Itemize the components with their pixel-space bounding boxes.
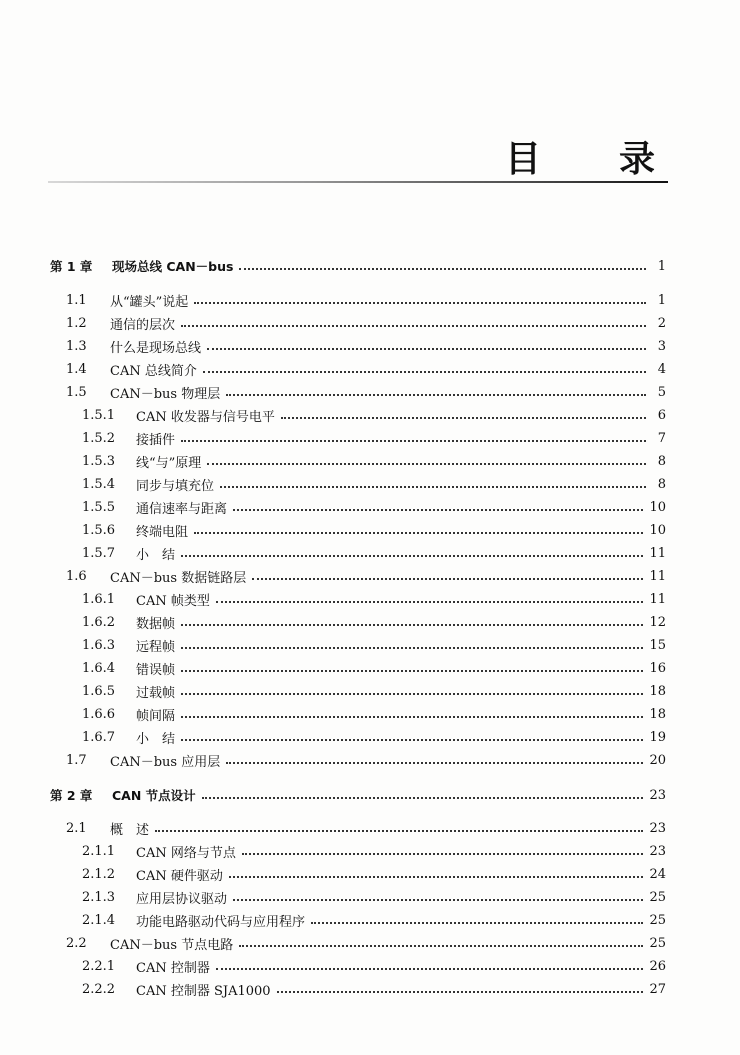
dot-leader (155, 829, 643, 832)
entry-page: 12 (649, 614, 666, 630)
entry-number: 2.1 (66, 820, 87, 836)
title-char-1: 目 (505, 138, 542, 180)
toc-entry-1-5-5[interactable] (82, 496, 666, 518)
toc-entry-1-6-5[interactable] (82, 680, 666, 702)
entry-title: 同步与填充位 (136, 478, 215, 494)
entry-number: 1.5 (66, 384, 87, 400)
entry-number: 1.5.5 (82, 499, 116, 515)
dot-leader (277, 990, 644, 993)
entry-page: 16 (649, 660, 666, 676)
dot-leader (252, 577, 643, 580)
toc-entry-1-5-6[interactable] (82, 519, 666, 541)
entry-number: 2.2.1 (82, 958, 116, 974)
entry-number: 1.5.7 (82, 545, 116, 561)
toc-entry-2-1-2[interactable] (82, 863, 666, 885)
entry-title: 数据帧 (136, 616, 176, 632)
toc-entry-1-5-1[interactable] (82, 404, 666, 426)
entry-number: 1.2 (66, 315, 87, 331)
entry-title: 应用层协议驱动 (136, 891, 228, 907)
entry-title: 功能电路驱动代码与应用程序 (136, 914, 306, 930)
entry-number: 1.4 (66, 361, 87, 377)
entry-page: 11 (649, 545, 666, 561)
dot-leader (202, 796, 644, 799)
entry-title: 错误帧 (136, 662, 176, 678)
toc-entry-2-2-2[interactable] (82, 978, 666, 1000)
toc-entry-1-3[interactable] (66, 335, 666, 357)
entry-number: 第 2 章 (50, 788, 93, 803)
entry-number: 1.3 (66, 338, 87, 354)
entry-page: 23 (649, 820, 666, 836)
entry-page: 23 (649, 843, 666, 859)
entry-number: 1.6.2 (82, 614, 116, 630)
entry-page: 10 (649, 499, 666, 515)
entry-title: 远程帧 (136, 639, 176, 655)
entry-number: 2.1.1 (82, 843, 116, 859)
entry-number: 1.6.6 (82, 706, 116, 722)
entry-number: 2.1.2 (82, 866, 116, 882)
toc-entry-chapter-1[interactable] (50, 255, 666, 277)
entry-page: 8 (657, 476, 666, 492)
dot-leader (216, 600, 644, 603)
entry-title: 过载帧 (136, 685, 176, 701)
entry-number: 1.6.3 (82, 637, 116, 653)
dot-leader (226, 393, 646, 396)
toc-entry-1-2[interactable] (66, 312, 666, 334)
dot-leader (216, 967, 644, 970)
dot-leader (311, 921, 643, 924)
entry-page: 27 (649, 981, 666, 997)
entry-title: CAN－bus 节点电路 (110, 937, 234, 953)
entry-page: 1 (657, 292, 666, 308)
toc-entry-1-6-3[interactable] (82, 634, 666, 656)
entry-number: 1.6.7 (82, 729, 116, 745)
entry-title: 线“与”原理 (136, 455, 202, 471)
toc-entry-1-6[interactable] (66, 565, 666, 587)
toc-entry-2-1-4[interactable] (82, 909, 666, 931)
entry-number: 1.6.4 (82, 660, 116, 676)
toc-entry-2-2-1[interactable] (82, 955, 666, 977)
entry-title: 通信的层次 (110, 317, 176, 333)
toc-entry-1-5-2[interactable] (82, 427, 666, 449)
entry-title: CAN 收发器与信号电平 (136, 409, 275, 425)
toc-entry-1-6-7[interactable] (82, 726, 666, 748)
title-rule (48, 181, 668, 183)
entry-page: 11 (649, 568, 666, 584)
entry-number: 1.6.1 (82, 591, 116, 607)
entry-title: 通信速率与距离 (136, 501, 228, 517)
entry-page: 3 (657, 338, 666, 354)
entry-page: 25 (649, 935, 666, 951)
toc-entry-1-5-3[interactable] (82, 450, 666, 472)
entry-page: 1 (657, 258, 666, 274)
dot-leader (181, 692, 643, 695)
entry-number: 1.5.6 (82, 522, 116, 538)
toc-entry-1-6-4[interactable] (82, 657, 666, 679)
entry-page: 8 (657, 453, 666, 469)
entry-number: 1.5.2 (82, 430, 116, 446)
toc-title (505, 134, 655, 178)
title-char-2: 录 (618, 138, 655, 180)
entry-title: CAN 节点设计 (112, 788, 196, 803)
dot-leader (181, 646, 643, 649)
entry-title: CAN－bus 应用层 (110, 754, 221, 770)
dot-leader (181, 623, 643, 626)
entry-title: CAN－bus 数据链路层 (110, 570, 247, 586)
entry-title: CAN 总线简介 (110, 363, 197, 379)
entry-number: 1.6.5 (82, 683, 116, 699)
entry-title: 接插件 (136, 432, 176, 448)
entry-title: 终端电阻 (136, 524, 189, 540)
entry-title: 什么是现场总线 (110, 340, 202, 356)
entry-page: 15 (649, 637, 666, 653)
entry-title: 帧间隔 (136, 708, 176, 724)
entry-title: CAN－bus 物理层 (110, 386, 221, 402)
entry-page: 25 (649, 912, 666, 928)
entry-title: CAN 控制器 (136, 960, 210, 976)
entry-page: 19 (649, 729, 666, 745)
entry-number: 1.7 (66, 752, 87, 768)
dot-leader (181, 554, 643, 557)
entry-title: CAN 帧类型 (136, 593, 210, 609)
entry-page: 20 (649, 752, 666, 768)
toc-entry-1-6-6[interactable] (82, 703, 666, 725)
entry-title: CAN 网络与节点 (136, 845, 236, 861)
entry-title: CAN 控制器 SJA1000 (136, 983, 271, 999)
dot-leader (229, 875, 644, 878)
dot-leader (239, 944, 643, 947)
entry-number: 1.5.4 (82, 476, 116, 492)
entry-page: 18 (649, 706, 666, 722)
toc-entry-1-6-1[interactable] (82, 588, 666, 610)
entry-page: 24 (649, 866, 666, 882)
toc-entry-2-1-3[interactable] (82, 886, 666, 908)
entry-page: 7 (657, 430, 666, 446)
entry-page: 11 (649, 591, 666, 607)
toc-entry-1-1[interactable] (66, 289, 666, 311)
dot-leader (181, 738, 643, 741)
entry-number: 1.5.1 (82, 407, 116, 423)
toc-entry-chapter-2[interactable] (50, 784, 666, 806)
dot-leader (226, 761, 643, 764)
entry-number: 1.1 (66, 292, 87, 308)
entry-page: 5 (657, 384, 666, 400)
entry-title: 小 结 (136, 731, 176, 747)
toc-entry-1-7[interactable] (66, 749, 666, 771)
entry-page: 4 (657, 361, 666, 377)
entry-page: 23 (649, 787, 666, 803)
dot-leader (239, 267, 646, 270)
toc-entry-1-5[interactable] (66, 381, 666, 403)
dot-leader (207, 462, 646, 465)
toc-entry-2-1-1[interactable] (82, 840, 666, 862)
dot-leader (203, 370, 646, 373)
entry-title: 现场总线 CAN－bus (112, 259, 234, 274)
dot-leader (233, 508, 643, 511)
entry-number: 2.2.2 (82, 981, 116, 997)
entry-title: 从“罐头”说起 (110, 294, 189, 310)
dot-leader (181, 669, 643, 672)
entry-title: CAN 硬件驱动 (136, 868, 223, 884)
toc-entry-1-5-4[interactable] (82, 473, 666, 495)
dot-leader (194, 531, 643, 534)
dot-leader (181, 715, 643, 718)
dot-leader (207, 347, 646, 350)
toc-entry-1-5-7[interactable] (82, 542, 666, 564)
entry-number: 1.6 (66, 568, 87, 584)
entry-number: 2.2 (66, 935, 87, 951)
dot-leader (233, 898, 643, 901)
entry-number: 2.1.3 (82, 889, 116, 905)
dot-leader (181, 439, 646, 442)
toc-entry-2-2[interactable] (66, 932, 666, 954)
entry-title: 概 述 (110, 822, 150, 838)
entry-number: 1.5.3 (82, 453, 116, 469)
toc-entry-1-4[interactable] (66, 358, 666, 380)
dot-leader (220, 485, 646, 488)
toc-entry-1-6-2[interactable] (82, 611, 666, 633)
entry-page: 10 (649, 522, 666, 538)
dot-leader (194, 301, 646, 304)
dot-leader (281, 416, 646, 419)
entry-page: 26 (649, 958, 666, 974)
entry-page: 18 (649, 683, 666, 699)
entry-page: 6 (657, 407, 666, 423)
entry-number: 2.1.4 (82, 912, 116, 928)
entry-number: 第 1 章 (50, 259, 93, 274)
entry-page: 25 (649, 889, 666, 905)
dot-leader (181, 324, 646, 327)
toc-entry-2-1[interactable] (66, 817, 666, 839)
entry-title: 小 结 (136, 547, 176, 563)
dot-leader (242, 852, 644, 855)
entry-page: 2 (657, 315, 666, 331)
